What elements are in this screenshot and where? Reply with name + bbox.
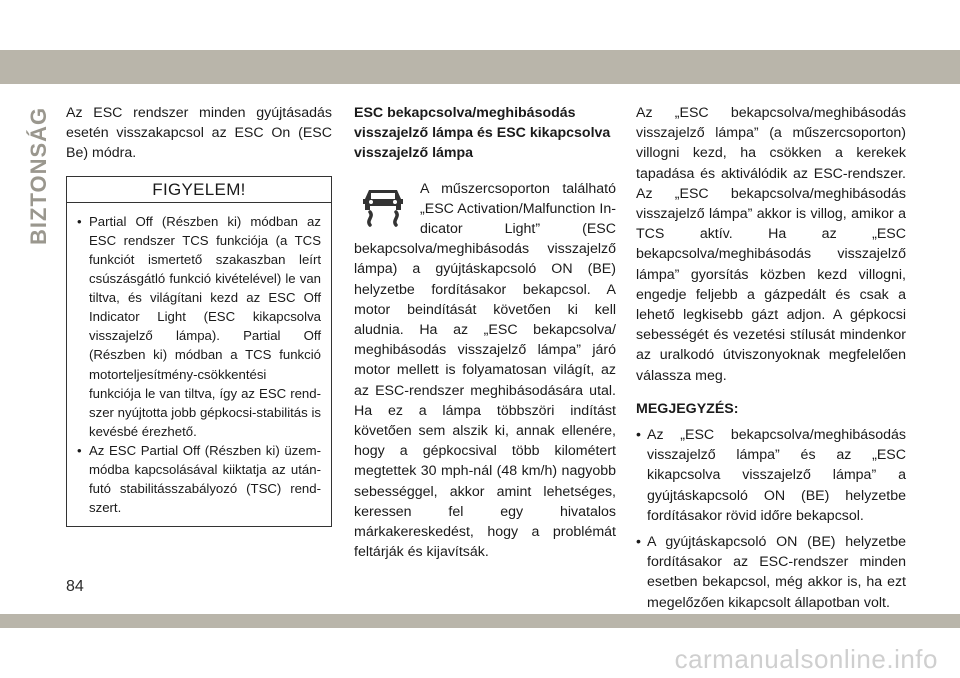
- body-paragraph: Az „ESC bekapcsolva/meghibásodás visszajelző lámpa” (a műszercsoporton) villogni kezd, ha csökken a kerekek tapadása és aktiválódik az ESC-rendszer. Az „ESC bekapcsolva/meghibásodás visszajelző lámpa” akkor is villog, amikor a TCS aktív. Ha az „ESC bekapcsolva/meghibásodás visszajelző lámpa” gyorsítás közben kezd villogni, engedje feljebb a gázpedált és csak a lehető legkisebb gázt adjon. A gépkocsi sebességét és vezetési stílusát mindenkor az uralkodó útviszonyoknak megfelelően válassza meg.: [636, 105, 906, 384]
- column-right: [636, 103, 906, 619]
- header-band: [0, 50, 960, 84]
- intro-paragraph: Az ESC rendszer minden gyújtásadás esetén visszakapcsol az ESC On (ESC Be) módra.: [66, 105, 332, 162]
- note-title: MEGJEGYZÉS:: [636, 400, 739, 417]
- section-heading: ESC bekapcsolva/meghibásodás visszajelző lámpa és ESC kikapcsolva visszajelző lámpa: [354, 105, 611, 162]
- skidding-car-icon: [360, 185, 406, 229]
- footer-band: [0, 614, 960, 628]
- column-left: [66, 103, 332, 527]
- lamp-paragraph: A műszercsoporton található „ESC Activation/Malfunction Indicator Light” (ESC bekapcsolva/meghibásodás visszajelző lámpa) a gyújtáskapcsoló ON (BE) helyzetbe fordításakor bekapcsol. A motor beindítását követően ki kell aludnia. Ha az „ESC bekapcsolva/ meghibásodás visszajelző lámpa” járó motor mellett is folyamatosan világít, az az ESC-rendszer meghibásodására utal. Ha ez a lámpa többszöri indítást követően sem alszik ki, annak ellenére, hogy a gépkocsival több kilométert megtettek 30 mph-nál (48 km/h) nagyobb sebességgel, akkor amint lehetséges, keressen fel egy hivatalos márkakereskedést, hogy a problémát feltárják és kijavítsák.: [354, 180, 616, 561]
- warning-item: • Partial Off (Részben ki) módban az ESC rendszer TCS funkciója (a TCS funkciót ismertető szakaszban leírt csúszásgátló funkció kivételével) le van tiltva, és világítani kezd az ESC Off Indicator Light (ESC kikapcsolva visszajelző lámpa). Partial Off (Részben ki) módban a TCS funkció motorteljesítmény-csökkentési funkciója le van tiltva, így az ESC rendszer nyújtotta jobb gépkocsi-stabilitás is kevésbé érezhető.: [77, 212, 321, 441]
- page-number: 84: [66, 578, 84, 595]
- note-item: • Az „ESC bekapcsolva/meghibásodás visszajelző lámpa” és az „ESC kikapcsolva visszajelző lámpa” a gyújtáskapcsoló ON (BE) helyzetbe fordításakor rövid időre bekapcsol.: [636, 425, 906, 526]
- note-item: • A gyújtáskapcsoló ON (BE) helyzetbe fordításakor az ESC-rendszer minden esetben bekapcsol, még akkor is, ha ezt megelőzően kikapcsolt állapotban volt.: [636, 532, 906, 613]
- section-title: BIZTONSÁG: [26, 106, 51, 245]
- lamp-description: [354, 179, 616, 563]
- warning-item: • Az ESC Partial Off (Részben ki) üzemmódba kapcsolásával kiiktatja az utánfutó stabilitásszabályozó (TSC) rendszert.: [77, 441, 321, 517]
- warning-title: FIGYELEM!: [67, 177, 331, 203]
- watermark: carmanualsonline.info: [674, 644, 938, 674]
- column-middle: [354, 103, 616, 562]
- note-list: [636, 425, 906, 613]
- warning-list: [67, 203, 331, 527]
- warning-box: [66, 176, 332, 528]
